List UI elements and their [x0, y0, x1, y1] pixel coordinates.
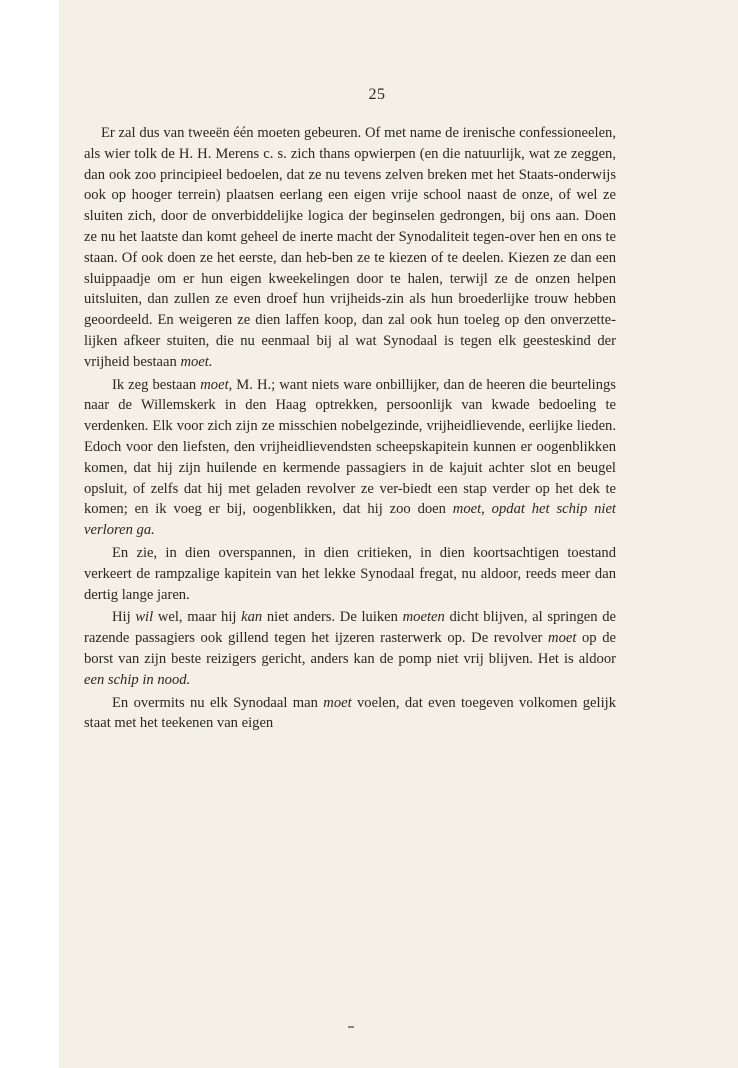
paragraph [84, 607, 616, 690]
text-run: wel, maar hij [153, 609, 242, 626]
text-run: voelen, dat even toegeven volkomen gelijk staat met het teekenen van eigen [84, 694, 616, 732]
text-run: , M. H.; want niets ware onbillijker, dan de heeren die beurtelings naar de Willemskerk in den Haag optrekken, persoonlijk van kwade bedoeling te verdenken. Elk voor zich zijn ze misschien nobelgezinde, vrijheidlievende, eerlijke lieden. Edoch voor den liefsten, den vrijheidlievendsten scheepskapitein kunnen er oogenblikken komen, dat hij zijn huilende en kermende passagiers in de kajuit achter slot en beugel opsluit, of zelfs dat hij met geladen revolver ze ver-biedt een stap verder op het dek te komen; en ik voeg er bij, oogenblikken, dat hij zoo doen [84, 376, 616, 518]
text-run: En zie, in dien overspannen, in dien critieken, in dien koortsachtigen toestand verkeert de rampzalige kapitein van het lekke Synodaal fregat, nu aldoor, reeds meer dan dertig lange jaren. [84, 544, 616, 603]
text-run: , [481, 501, 492, 518]
text-run: Ik zeg bestaan [112, 376, 201, 393]
page-smudge [348, 1026, 354, 1028]
text-run: dicht blijven, al springen de razende passagiers ook gillend tegen het ijzeren rasterwerk op. De revolver [84, 609, 617, 647]
body-text [84, 123, 616, 736]
italic-text: moeten [402, 609, 445, 626]
italic-text: een schip in nood. [84, 671, 191, 688]
italic-text: opdat het schip niet verloren ga. [84, 501, 616, 539]
text-run: En overmits nu elk Synodaal man [112, 694, 324, 711]
text-run: Er zal dus van tweeën één moeten gebeuren. Of met name de irenische confessioneelen, als wier tolk de H. H. Merens c. s. zich thans opwierpen (en die natuurlijk, wat ze zeggen, dan ook zoo principieel bedoelen, dat ze nu tevens zelven breken met het Staats-onderwijs ook op hooger terrein) plaatsen eerlang een eigen vrije school naast de onze, of wel ze sluiten zich, door de onverbiddelijke logica der beginselen gedrongen, bij ons aan. Doen ze nu het laatste dan komt geheel de inerte macht der Synodaliteit tegen-over hen en ons te staan. Of ook doen ze het eerste, dan heb-ben ze te kiezen of te deelen. Kiezen ze dan een sluippaadje om er hun eigen kweekelingen door te halen, terwijl ze de onzen helpen uitsluiten, dan zullen ze even droef hun vrijheids-zin als hun broederlijke trouw hebben geoordeeld. En weigeren ze dien laffen koop, dan zal ook hun toeleg op den onverzette-lijken afkeer stuiten, die nu eenmaal bij al wat Synodaal is tegen elk geesteskind der vrijheid bestaan [84, 125, 616, 370]
italic-text: moet [548, 630, 577, 647]
page-number: 25 [368, 86, 386, 103]
italic-text: moet [200, 376, 229, 393]
italic-text: wil [135, 609, 154, 626]
italic-text: moet. [180, 353, 213, 370]
book-page [59, 0, 738, 1068]
italic-text: moet [323, 694, 352, 711]
paragraph [84, 693, 616, 735]
italic-text: kan [241, 609, 263, 626]
paragraph [84, 123, 616, 373]
italic-text: moet [452, 501, 482, 518]
paragraph [84, 543, 616, 605]
text-run: op de borst van zijn beste reizigers gericht, anders kan de pomp niet vrij blijven. Het is aldoor [84, 630, 616, 667]
text-run: niet anders. De luiken [262, 609, 403, 626]
paragraph [84, 375, 616, 541]
text-run: Hij [112, 609, 136, 626]
